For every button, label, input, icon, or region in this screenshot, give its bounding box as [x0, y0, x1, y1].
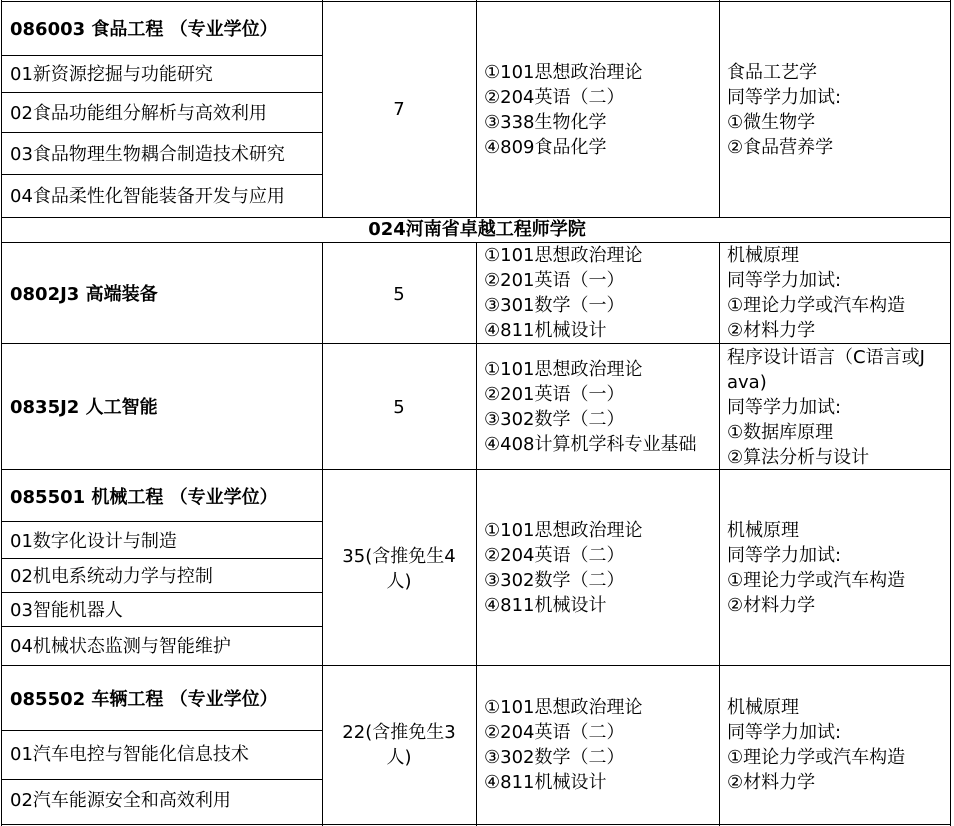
retest-subject: 同等学力加试: [727, 722, 842, 743]
subrow-divider [1, 174, 322, 175]
exam-subject: ④811机械设计 [484, 772, 607, 793]
retest-subjects [727, 518, 905, 618]
retest-subject: ②材料力学 [727, 595, 816, 616]
retest-subject: 同等学力加试: [727, 397, 842, 418]
exam-subject: ④811机械设计 [484, 595, 607, 616]
column-divider [476, 0, 477, 218]
program-title-086003: 086003 食品工程 （专业学位） [10, 19, 278, 40]
retest-subject: 机械原理 [727, 520, 799, 541]
exam-subject: ③302数学（二） [484, 747, 625, 768]
retest-subject: ②材料力学 [727, 320, 816, 341]
exam-subjects [484, 357, 697, 457]
direction-item: 04食品柔性化智能装备开发与应用 [10, 186, 285, 207]
direction-item: 01新资源挖掘与功能研究 [10, 64, 213, 85]
college-header: 024河南省卓越工程师学院 [368, 219, 586, 240]
enrollment-line: 35(含推免生4 [342, 546, 456, 567]
exam-subjects [484, 695, 643, 795]
retest-subjects [727, 695, 905, 795]
exam-subject: ③302数学（二） [484, 570, 625, 591]
exam-subject: ④408计算机学科专业基础 [484, 434, 697, 455]
exam-subject: ④809食品化学 [484, 137, 607, 158]
enrollment-count: 7 [393, 99, 405, 120]
retest-subject: 食品工艺学 [727, 62, 817, 83]
retest-subject: ②材料力学 [727, 772, 816, 793]
exam-subject: ①101思想政治理论 [484, 245, 643, 266]
exam-subject: ②204英语（二） [484, 545, 625, 566]
subrow-divider [1, 521, 322, 522]
exam-subject: ②204英语（二） [484, 87, 625, 108]
column-divider [719, 0, 720, 218]
column-divider [476, 243, 477, 826]
retest-subject: 机械原理 [727, 697, 799, 718]
direction-item: 01汽车电控与智能化信息技术 [10, 744, 249, 765]
direction-item: 03智能机器人 [10, 600, 123, 621]
direction-item: 01数字化设计与制造 [10, 531, 177, 552]
subrow-divider [1, 730, 322, 731]
direction-item: 02食品功能组分解析与高效利用 [10, 103, 267, 124]
subrow-divider [1, 55, 322, 56]
subrow-divider [1, 558, 322, 559]
subrow-divider [1, 92, 322, 93]
subrow-divider [1, 132, 322, 133]
exam-subjects [484, 518, 643, 618]
exam-subject: ②201英语（一） [484, 384, 625, 405]
direction-item: 03食品物理生物耦合制造技术研究 [10, 144, 285, 165]
exam-subject: ①101思想政治理论 [484, 697, 643, 718]
retest-subject: 同等学力加试: [727, 87, 842, 108]
retest-subjects [727, 60, 841, 160]
subrow-divider [1, 592, 322, 593]
program-title-085502: 085502 车辆工程 （专业学位） [10, 689, 278, 710]
exam-subject: ③301数学（一） [484, 295, 625, 316]
enrollment-line: 22(含推免生3 [342, 722, 456, 743]
enrollment-count: 5 [393, 284, 405, 305]
enrollment-count [322, 720, 476, 770]
row-divider [1, 343, 951, 344]
row-divider [1, 469, 951, 470]
enrollment-line: 人) [386, 571, 412, 592]
retest-subjects [727, 345, 925, 470]
retest-subject: ①数据库原理 [727, 422, 834, 443]
retest-subject: ①理论力学或汽车构造 [727, 295, 906, 316]
retest-subjects [727, 243, 905, 343]
enrollment-count [322, 544, 476, 594]
table-border [1, 0, 2, 826]
column-divider [322, 243, 323, 826]
exam-subject: ④811机械设计 [484, 320, 607, 341]
program-title-085501: 085501 机械工程 （专业学位） [10, 487, 278, 508]
column-divider [719, 243, 720, 826]
table-border [950, 0, 951, 826]
row-divider [1, 1, 951, 2]
retest-subject: ②食品营养学 [727, 137, 834, 158]
program-title-0835J2: 0835J2 人工智能 [10, 397, 158, 418]
row-divider [1, 665, 951, 666]
retest-subject: 同等学力加试: [727, 270, 842, 291]
retest-subject: 程序设计语言（C语言或J [727, 347, 925, 368]
enrollment-count: 5 [393, 397, 405, 418]
column-divider [322, 0, 323, 218]
exam-subject: ③302数学（二） [484, 409, 625, 430]
exam-subject: ②204英语（二） [484, 722, 625, 743]
retest-subject: ②算法分析与设计 [727, 447, 870, 468]
retest-subject: ①理论力学或汽车构造 [727, 570, 906, 591]
exam-subject: ①101思想政治理论 [484, 520, 643, 541]
subrow-divider [1, 626, 322, 627]
retest-subject: 机械原理 [727, 245, 799, 266]
retest-subject: ①微生物学 [727, 112, 816, 133]
direction-item: 04机械状态监测与智能维护 [10, 636, 231, 657]
program-title-0802J3: 0802J3 高端装备 [10, 284, 158, 305]
direction-item: 02机电系统动力学与控制 [10, 566, 213, 587]
retest-subject: 同等学力加试: [727, 545, 842, 566]
exam-subjects [484, 243, 643, 343]
enrollment-line: 人) [386, 747, 412, 768]
exam-subject: ①101思想政治理论 [484, 62, 643, 83]
exam-subject: ③338生物化学 [484, 112, 607, 133]
exam-subject: ②201英语（一） [484, 270, 625, 291]
row-divider [1, 217, 951, 218]
direction-item: 02汽车能源安全和高效利用 [10, 790, 231, 811]
exam-subjects [484, 60, 643, 160]
exam-subject: ①101思想政治理论 [484, 359, 643, 380]
retest-subject: ava) [727, 372, 767, 393]
retest-subject: ①理论力学或汽车构造 [727, 747, 906, 768]
subrow-divider [1, 779, 322, 780]
row-divider [1, 824, 951, 825]
row-divider [1, 242, 951, 243]
